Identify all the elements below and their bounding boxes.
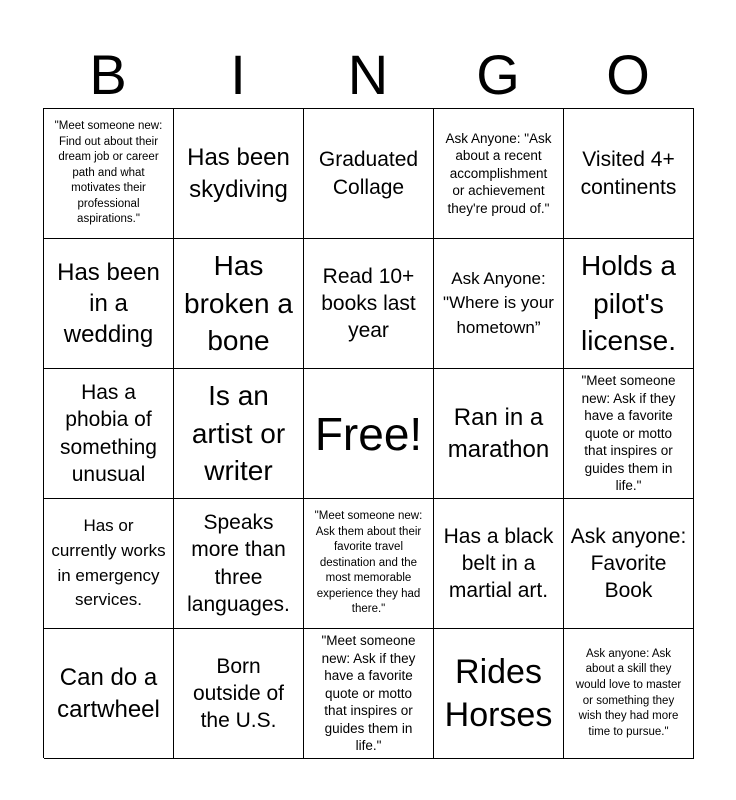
bingo-cell-r2c1[interactable]: Has been in a wedding	[44, 239, 174, 369]
bingo-cell-r5c2[interactable]: Born outside of the U.S.	[174, 629, 304, 759]
bingo-cell-r4c5[interactable]: Ask anyone: Favorite Book	[564, 499, 694, 629]
header-letter-n: N	[347, 43, 389, 106]
bingo-cell-r1c2[interactable]: Has been skydiving	[174, 109, 304, 239]
bingo-cell-r3c4[interactable]: Ran in a marathon	[434, 369, 564, 499]
header-letter-i: I	[230, 43, 246, 106]
bingo-header	[43, 42, 693, 108]
bingo-cell-r4c1[interactable]: Has or currently works in emergency services.	[44, 499, 174, 629]
bingo-cell-r5c4[interactable]: Rides Horses	[434, 629, 564, 759]
bingo-board	[43, 108, 694, 758]
bingo-cell-r2c2[interactable]: Has broken a bone	[174, 239, 304, 369]
bingo-cell-r5c1[interactable]: Can do a cartwheel	[44, 629, 174, 759]
header-letter-b: B	[89, 43, 127, 106]
bingo-cell-r3c5[interactable]: "Meet someone new: Ask if they have a favorite quote or motto that inspires or guides them in life."	[564, 369, 694, 499]
bingo-cell-r2c4[interactable]: Ask Anyone: "Where is your hometown”	[434, 239, 564, 369]
header-letter-o: O	[606, 43, 650, 106]
bingo-cell-r4c4[interactable]: Has a black belt in a martial art.	[434, 499, 564, 629]
bingo-cell-r1c4[interactable]: Ask Anyone: "Ask about a recent accomplishment or achievement they're proud of."	[434, 109, 564, 239]
bingo-cell-r1c5[interactable]: Visited 4+ continents	[564, 109, 694, 239]
bingo-cell-r5c5[interactable]: Ask anyone: Ask about a skill they would love to master or something they wish they had more time to pursue."	[564, 629, 694, 759]
bingo-cell-r4c2[interactable]: Speaks more than three languages.	[174, 499, 304, 629]
header-letter-g: G	[476, 43, 520, 106]
bingo-cell-r1c3[interactable]: Graduated Collage	[304, 109, 434, 239]
bingo-cell-r2c5[interactable]: Holds a pilot's license.	[564, 239, 694, 369]
bingo-cell-r5c3[interactable]: "Meet someone new: Ask if they have a favorite quote or motto that inspires or guides them in life."	[304, 629, 434, 759]
bingo-cell-r1c1[interactable]: "Meet someone new: Find out about their dream job or career path and what motivates their professional aspirations."	[44, 109, 174, 239]
bingo-cell-r2c3[interactable]: Read 10+ books last year	[304, 239, 434, 369]
bingo-cell-r3c2[interactable]: Is an artist or writer	[174, 369, 304, 499]
bingo-cell-r3c1[interactable]: Has a phobia of something unusual	[44, 369, 174, 499]
bingo-cell-r4c3[interactable]: "Meet someone new: Ask them about their favorite travel destination and the most memorable experience they had there."	[304, 499, 434, 629]
bingo-cell-free[interactable]: Free!	[304, 369, 434, 499]
